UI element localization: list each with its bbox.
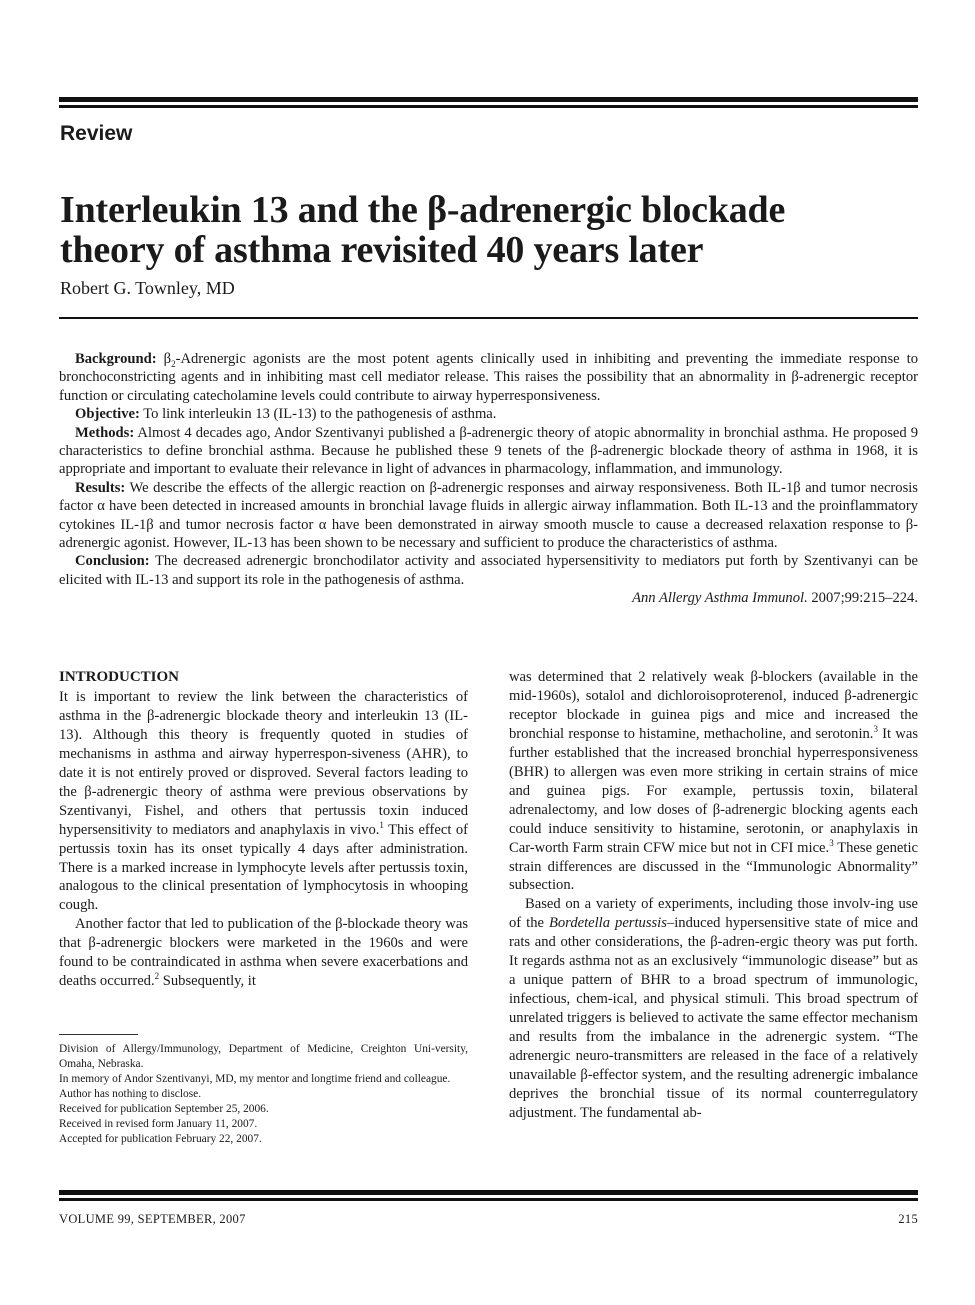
body-paragraph-4 [509,895,918,1122]
article-title [60,190,920,270]
conclusion-label: Conclusion: [75,553,150,570]
abstract-citation [59,589,918,607]
author-name: Robert G. Townley, MD [60,278,235,298]
results-label: Results: [75,479,126,496]
bottom-rule-thin [59,1198,918,1201]
abstract-methods [59,424,918,479]
abstract-conclusion [59,552,918,589]
section-label: Review [60,122,133,145]
bottom-rule-thick [59,1190,918,1195]
background-label: Background: [75,351,157,367]
methods-text: Almost 4 decades ago, Andor Szentivanyi published a β-adrenergic theory of atopic abnormality in bronchial asthma. He proposed 9 characteristics to define bronchial asthma. Because he published these 9 tenets of the β-adrenergic blockade theory of asthma in 1968, it is appropriate and important to evaluate their relevance in light of advances in pharmacology, inflammation, and immunology. [59,424,918,478]
title-line-1: Interleukin 13 and the β-adrenergic blockade [60,189,786,231]
abstract [59,350,918,608]
p4-text-a: Based on a variety of experiments, including those involv-ing use of the [509,896,918,932]
top-rule-thin [59,105,918,108]
ref-sup: 3 [829,837,834,848]
p3-text-a: was determined that 2 relatively weak β-blockers (available in the mid-1960s), sotalol and dichloroisoproterenol, induced β-adrenergic receptor blockade in guinea pigs and mice and increased the bronchial response to histamine, methacholine, and serotonin. [509,669,918,742]
body-paragraph-2 [59,915,468,991]
footer-volume: VOLUME 99, SEPTEMBER, 2007 [59,1212,246,1226]
body-paragraph-1 [59,688,468,915]
body-paragraph-3 [509,668,918,895]
citation-journal: Ann Allergy Asthma Immunol. [632,590,808,607]
footnote-rule [59,1034,138,1035]
p3-text-b: It was further established that the increased bronchial hyperresponsiveness (BHR) to allergen was even more striking in certain strains of mice and guinea pigs. For example, pertussis toxin, bilateral adrenalectomy, and low doses of β-adrenergic blocking agents each could induce sensitivity to histamine, serotonin, or anaphylaxis in Car-worth Farm strain CFW mice but not in CFI mice. [509,725,918,856]
title-rule [59,317,918,319]
top-rule-thick [59,97,918,102]
p4-italic: Bordetella pertussis [548,915,667,932]
background-sub: 2 [171,358,176,369]
background-text: -Adrenergic agonists are the most potent agents clinically used in inhibiting and preventing the immediate response to bronchoconstricting agents and in inhibiting mast cell mediator release. This raises the possibility that an abnormality in β-adrenergic receptor function or circulating catecholamine levels could contribute to airway hyperresponsiveness. [59,351,918,404]
footnote-accepted: Accepted for publication February 22, 2007. [59,1133,262,1145]
background-lead: β [163,351,172,367]
abstract-objective [59,405,918,423]
footnote-affiliation: Division of Allergy/Immunology, Department of Medicine, Creighton Uni-versity, Omaha, Nebraska. [59,1043,468,1070]
p2-text-a: Another factor that led to publication of the β-blockade theory was that β-adrenergic blockers were marketed in the 1960s and were found to be contraindicated in asthma when severe exacerbations and deaths occurred. [59,916,468,990]
objective-label: Objective: [75,406,140,423]
conclusion-text: The decreased adrenergic bronchodilator activity and associated hypersensitivity to mediators put forth by Szentivanyi can be elicited with IL-13 and support its role in the pathogenesis of asthma. [59,553,919,588]
footnote-revised: Received in revised form January 11, 2007. [59,1118,258,1130]
page-number: 215 [898,1212,918,1226]
ref-sup: 2 [154,971,160,982]
footnote-memorial: In memory of Andor Szentivanyi, MD, my mentor and longtime friend and colleague. [59,1073,451,1085]
p3-text-c: These genetic strain differences are discussed in the “Immunologic Abnormality” subsection. [509,839,918,894]
abstract-background [59,350,918,405]
p4-text-b: –induced hypersensitive state of mice and rats and other considerations, the β-adren-ergic theory was put forth. It regards asthma not as an exclusively “immunologic disease” but as a unique pattern of BHR to a broad spectrum of immunologic, infectious, chem-ical, and physical stimuli. This broad spectrum of unrelated triggers is believed to activate the same effector mechanism and results from the imbalance in the adrenergic system. “The adrenergic neuro-transmitters are released in the face of a relatively unavailable β-effector system, and the resulting adrenergic imbalance deprives the bronchial tissue of its normal counterregulatory adjustment. The fundamental ab- [509,915,918,1121]
methods-label: Methods: [75,424,135,441]
ref-sup: 1 [379,819,384,830]
footnote-received: Received for publication September 25, 2006. [59,1103,269,1115]
p2-text-b: Subsequently, it [159,973,256,990]
p1-text-a: It is important to review the link between the characteristics of asthma in the β-adrenergic blockade theory and interleukin 13 (IL-13). Although this theory is frequently quoted in studies of mechanisms in asthma and airway hyperrespon-siveness (AHR), to date it is not entirely proved or disproved. Several factors leading to the β-adrenergic theory of asthma were previous observations by Szentivanyi, Fishel, and others that pertussis toxin induced hypersensitivity to mediators and anaphylaxis in vivo. [59,688,468,838]
body-column-right [509,668,918,1123]
footnote-disclosure: Author has nothing to disclose. [59,1088,202,1100]
abstract-results [59,479,918,553]
title-line-2: theory of asthma revisited 40 years later [60,229,704,271]
body-column-left [59,668,468,991]
p1-text-b: This effect of pertussis toxin has its onset typically 4 days after administration. There is a marked increase in lymphocyte levels after pertussis toxin, analogous to the clinical presentation of lymphocytosis in whooping cough. [59,821,468,914]
citation-ref: 2007;99:215–224. [811,590,918,607]
introduction-heading: INTRODUCTION [59,669,180,685]
ref-sup: 3 [873,724,878,734]
footnotes [59,1042,468,1147]
results-text: We describe the effects of the allergic reaction on β-adrenergic responses and airway responsiveness. Both IL-1β and tumor necrosis factor α have been detected in increased amounts in bronchial lavage fluids in allergic airway inflammation. Both IL-13 and the proinflammatory cytokines IL-1β and tumor necrosis factor α have been demonstrated in airway smooth muscle to cause a decreased relaxation response to β-adrenergic agonist. However, IL-13 has been shown to be necessary and sufficient to produce the characteristics of asthma. [59,479,918,552]
objective-text: To link interleukin 13 (IL-13) to the pathogenesis of asthma. [143,406,497,423]
